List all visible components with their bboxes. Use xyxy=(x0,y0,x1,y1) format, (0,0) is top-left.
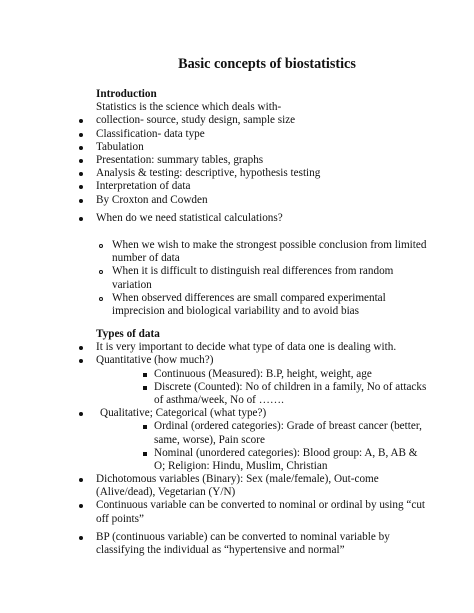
bullet-icon xyxy=(79,185,83,189)
list-item-text: Nominal (unordered categories): Blood group: A, B, AB & xyxy=(154,446,418,459)
types-section xyxy=(0,328,474,526)
introduction-section xyxy=(0,88,474,207)
list-item xyxy=(0,368,474,381)
bullet-icon xyxy=(79,504,83,508)
list-item xyxy=(0,381,474,394)
list-item xyxy=(0,407,474,420)
list-item-text: Tabulation xyxy=(96,140,144,153)
bullet-icon xyxy=(79,412,83,416)
bullet-icon xyxy=(79,133,83,137)
list-item-text: imprecision and biological variability and to avoid bias xyxy=(112,304,359,317)
circle-bullet-icon xyxy=(99,244,103,248)
list-item-text: variation xyxy=(112,278,152,291)
bullet-icon xyxy=(79,199,83,203)
list-item xyxy=(0,354,474,367)
list-item xyxy=(0,473,474,486)
list-item xyxy=(0,499,474,512)
bullet-icon xyxy=(79,146,83,150)
square-bullet-icon xyxy=(143,373,147,377)
types-heading: Types of data xyxy=(96,328,160,340)
list-item-text: When it is difficult to distinguish real differences from random xyxy=(112,265,394,278)
bullet-icon xyxy=(79,346,83,350)
list-item xyxy=(0,420,474,433)
list-item-text: off points” xyxy=(96,512,144,525)
when-section xyxy=(0,212,474,225)
list-item xyxy=(0,114,474,127)
square-bullet-icon xyxy=(143,386,147,390)
list-item xyxy=(0,180,474,193)
circle-bullet-icon xyxy=(99,270,103,274)
list-item xyxy=(0,212,474,225)
introduction-lead: Statistics is the science which deals with- xyxy=(96,101,282,114)
list-item xyxy=(0,265,474,278)
list-item xyxy=(0,341,474,354)
introduction-heading: Introduction xyxy=(96,88,157,100)
list-item xyxy=(0,194,474,207)
list-item xyxy=(0,531,474,544)
bullet-icon xyxy=(79,119,83,123)
list-item-text: When observed differences are small compared experimental xyxy=(112,291,386,304)
list-item xyxy=(0,167,474,180)
list-item-text: of asthma/week, No of ……. xyxy=(154,393,284,406)
list-item-text: Discrete (Counted): No of children in a family, No of attacks xyxy=(154,380,427,393)
when-question: When do we need statistical calculations? xyxy=(96,212,283,224)
list-item-text: Ordinal (ordered categories): Grade of breast cancer (better, xyxy=(154,420,422,433)
list-item-text: Presentation: summary tables, graphs xyxy=(96,153,264,166)
list-item-text: By Croxton and Cowden xyxy=(96,193,208,206)
bullet-icon xyxy=(79,478,83,482)
list-item-text: When we wish to make the strongest possible conclusion from limited xyxy=(112,239,427,251)
square-bullet-icon xyxy=(143,452,147,456)
square-bullet-icon xyxy=(143,425,147,429)
list-item xyxy=(0,447,474,460)
list-item xyxy=(0,239,474,252)
bullet-icon xyxy=(79,172,83,176)
list-item-text: (Alive/dead), Vegetarian (Y/N) xyxy=(96,486,236,499)
list-item-text: Analysis & testing: descriptive, hypothesis testing xyxy=(96,167,321,180)
list-item-text: Classification- data type xyxy=(96,127,205,140)
list-item-text: Dichotomous variables (Binary): Sex (male/female), Out-come xyxy=(96,473,379,486)
bullet-icon xyxy=(79,359,83,363)
list-item-text: Interpretation of data xyxy=(96,180,191,193)
page-title: Basic concepts of biostatistics xyxy=(178,56,356,72)
bullet-icon xyxy=(79,159,83,163)
list-item-text: Continuous (Measured): B.P, height, weight, age xyxy=(154,367,372,380)
circle-bullet-icon xyxy=(99,297,103,301)
list-item xyxy=(0,154,474,167)
list-item-text: It is very important to decide what type of data one is dealing with. xyxy=(96,341,397,354)
list-item xyxy=(0,292,474,305)
list-item-text: classifying the individual as “hypertensive and normal” xyxy=(96,544,345,557)
list-item xyxy=(0,141,474,154)
list-item-text: number of data xyxy=(112,252,180,265)
bullet-icon xyxy=(79,217,83,221)
bullet-icon xyxy=(79,536,83,540)
list-item-text: Qualitative; Categorical (what type?) xyxy=(100,407,267,420)
list-item-text: Quantitative (how much?) xyxy=(96,354,214,367)
when-items xyxy=(0,239,474,318)
list-item-text: collection- source, study design, sample size xyxy=(96,114,296,127)
list-item-text: O; Religion: Hindu, Muslim, Christian xyxy=(154,459,328,472)
bp-section xyxy=(0,531,474,557)
list-item xyxy=(0,128,474,141)
list-item-text: Continuous variable can be converted to nominal or ordinal by using “cut xyxy=(96,499,426,512)
list-item-text: BP (continuous variable) can be converted to nominal variable by xyxy=(96,531,390,543)
list-item-text: same, worse), Pain score xyxy=(154,433,265,446)
